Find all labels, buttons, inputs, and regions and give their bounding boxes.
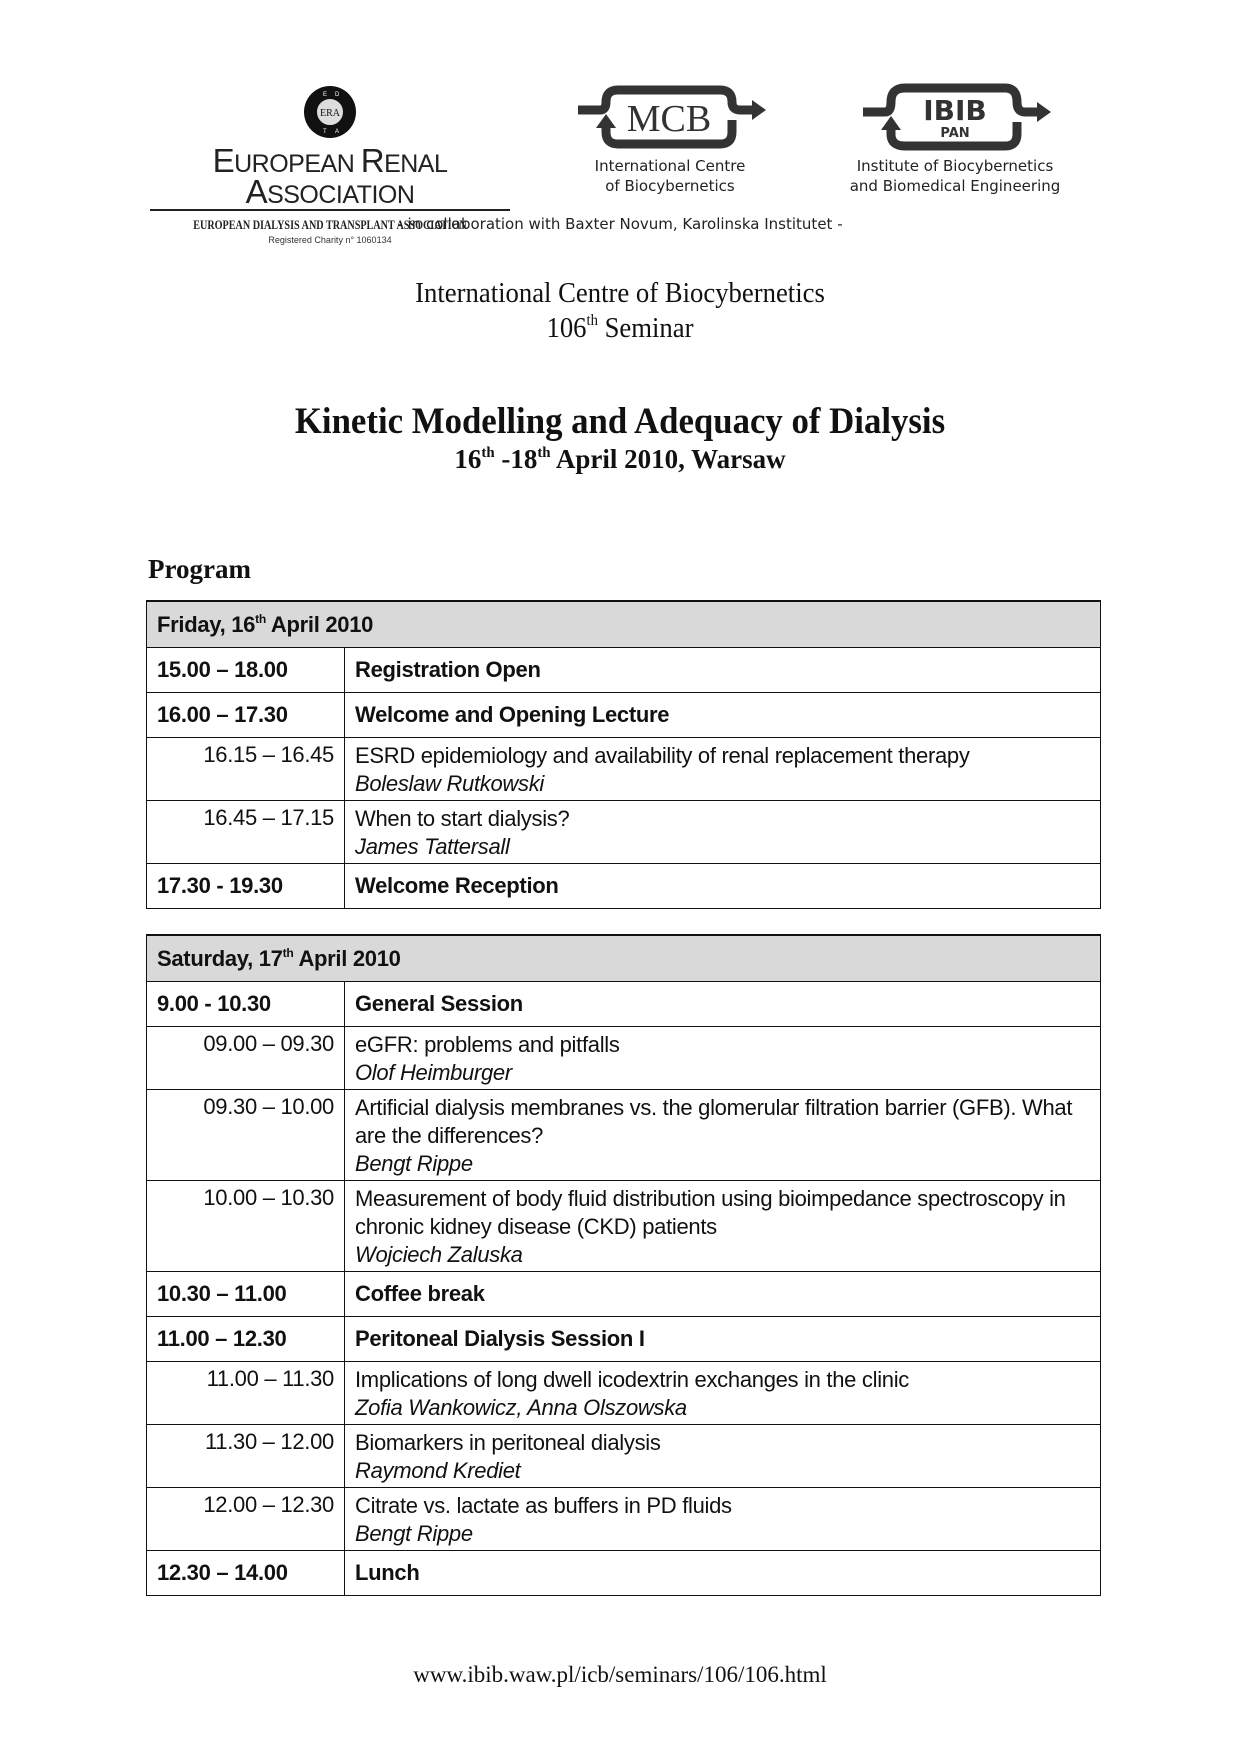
day-header-row [147,601,1101,648]
talk-title: eGFR: problems and pitfalls [355,1032,620,1057]
svg-text:PAN: PAN [940,126,970,141]
session-title: Peritoneal Dialysis Session I [345,1317,1101,1362]
mcb-caption: International Centre of Biocybernetics [594,157,746,195]
program-heading: Program [148,554,251,584]
seminar-number: 106th Seminar [546,312,694,344]
session-time: 15.00 – 18.00 [147,648,345,693]
day-header: Saturday, 17th April 2010 [147,935,1101,982]
talk-time: 11.00 – 11.30 [147,1362,345,1425]
era-name: EUROPEAN RENAL ASSOCIATION [150,147,510,211]
session-title: Coffee break [345,1272,1101,1317]
session-title: General Session [345,982,1101,1027]
session-row [147,864,1101,909]
talk-row [147,738,1101,801]
talk-cell [345,1488,1101,1551]
talk-speaker: James Tattersall [355,834,510,859]
talk-speaker: Olof Heimburger [355,1060,512,1085]
session-time: 17.30 - 19.30 [147,864,345,909]
talk-title: Biomarkers in peritoneal dialysis [355,1430,661,1455]
footer-url-link[interactable]: www.ibib.waw.pl/icb/seminars/106/106.html [413,1662,827,1687]
talk-cell [345,1027,1101,1090]
ibib-logo [830,82,1080,196]
session-row [147,693,1101,738]
talk-title: ESRD epidemiology and availability of renal replacement therapy [355,743,970,768]
talk-row [147,1425,1101,1488]
session-title: Registration Open [345,648,1101,693]
day-header-row [147,935,1101,982]
talk-cell [345,1362,1101,1425]
talk-speaker: Boleslaw Rutkowski [355,771,545,796]
talk-cell [345,1425,1101,1488]
talk-cell [345,738,1101,801]
session-row [147,1272,1101,1317]
talk-title: Implications of long dwell icodextrin exchanges in the clinic [355,1367,910,1392]
schedule-table-saturday [146,934,1101,1596]
talk-time: 12.00 – 12.30 [147,1488,345,1551]
talk-title: Measurement of body fluid distribution using bioimpedance spectroscopy in chronic kidney disease (CKD) patients [355,1186,1066,1239]
talk-time: 16.45 – 17.15 [147,801,345,864]
talk-title: Citrate vs. lactate as buffers in PD fluids [355,1493,732,1518]
talk-row [147,1090,1101,1181]
talk-speaker: Bengt Rippe [355,1151,473,1176]
talk-cell [345,1090,1101,1181]
event-dates: 16th -18th April 2010, Warsaw [454,444,786,474]
talk-row [147,1181,1101,1272]
session-time: 11.00 – 12.30 [147,1317,345,1362]
svg-text:MCB: MCB [626,98,712,140]
talk-title: When to start dialysis? [355,806,570,831]
session-title: Lunch [345,1551,1101,1596]
collaboration-note: - in collaboration with Baxter Novum, Karolinska Institutet - [397,215,843,233]
event-title: Kinetic Modelling and Adequacy of Dialysis [294,401,946,442]
era-subtitle: EUROPEAN DIALYSIS AND TRANSPLANT ASSOCIATION [193,217,467,232]
svg-text:A: A [335,129,340,135]
session-time: 9.00 - 10.30 [147,982,345,1027]
organizer-title: International Centre of Biocybernetics [415,277,825,309]
talk-cell [345,801,1101,864]
talk-cell [345,1181,1101,1272]
session-row [147,1317,1101,1362]
mcb-logo-icon [570,82,770,152]
svg-text:T: T [323,129,327,135]
talk-row [147,1488,1101,1551]
ibib-caption: Institute of Biocybernetics and Biomedical Engineering [849,157,1061,195]
day-header: Friday, 16th April 2010 [147,601,1101,648]
era-charity-number: Registered Charity n° 1060134 [268,235,392,245]
svg-text:ERA: ERA [320,108,340,119]
talk-time: 09.00 – 09.30 [147,1027,345,1090]
era-emblem-icon [303,85,357,139]
session-title: Welcome Reception [345,864,1101,909]
svg-text:D: D [335,92,340,98]
session-title: Welcome and Opening Lecture [345,693,1101,738]
talk-row [147,1027,1101,1090]
talk-title: Artificial dialysis membranes vs. the glomerular filtration barrier (GFB). What are the differences? [355,1095,1073,1148]
session-time: 16.00 – 17.30 [147,693,345,738]
svg-text:IBIB: IBIB [923,94,987,127]
talk-speaker: Raymond Krediet [355,1458,521,1483]
session-time: 10.30 – 11.00 [147,1272,345,1317]
talk-time: 10.00 – 10.30 [147,1181,345,1272]
session-time: 12.30 – 14.00 [147,1551,345,1596]
talk-speaker: Bengt Rippe [355,1521,473,1546]
session-row [147,648,1101,693]
mcb-logo [560,82,780,196]
svg-text:E: E [323,92,328,98]
schedule-table-friday [146,600,1101,909]
talk-time: 11.30 – 12.00 [147,1425,345,1488]
talk-row [147,801,1101,864]
session-row [147,1551,1101,1596]
talk-time: 09.30 – 10.00 [147,1090,345,1181]
session-row [147,982,1101,1027]
ibib-logo-icon [855,82,1055,152]
talk-time: 16.15 – 16.45 [147,738,345,801]
talk-speaker: Zofia Wankowicz, Anna Olszowska [355,1395,687,1420]
talk-row [147,1362,1101,1425]
talk-speaker: Wojciech Zaluska [355,1242,523,1267]
